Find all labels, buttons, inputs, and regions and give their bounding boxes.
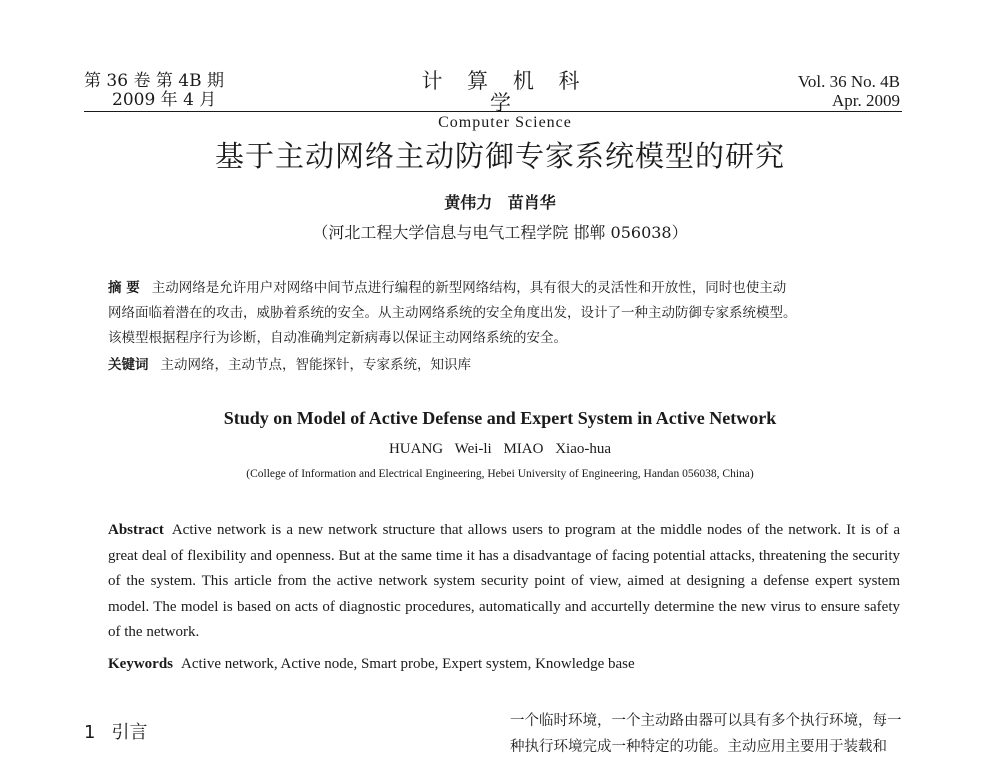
header-date-en: Apr. 2009 — [832, 91, 900, 110]
header-volume-en: Vol. 36 No. 4B — [797, 72, 900, 91]
abstract-cn-line-1: 主动网络是允许用户对网络中间节点进行编程的新型网络结构，具有很大的灵活性和开放性，同时也使主动 — [151, 280, 787, 296]
body-text-right-column — [510, 708, 905, 760]
paper-title-cn: 基于主动网络主动防御专家系统模型的研究 — [214, 139, 785, 173]
header-journal-en: Computer Science — [438, 114, 572, 131]
keywords-en-label: Keywords — [108, 656, 173, 672]
affiliation-cn: （河北工程大学信息与电气工程学院 邯郸 056038） — [312, 223, 688, 242]
keywords-cn — [108, 354, 898, 376]
header-journal-cn: 计 算 机 科 学 — [421, 69, 589, 115]
header-volume-block — [84, 72, 224, 110]
header-rule — [84, 111, 902, 112]
keywords-en-text: Active network, Active node, Smart probe, Expert system, Knowledge base — [181, 656, 635, 672]
keywords-en — [108, 656, 900, 673]
keywords-cn-label: 关键词 — [108, 357, 149, 373]
section-title: 引言 — [111, 722, 148, 743]
keywords-cn-text: 主动网络，主动节点，智能探针，专家系统，知识库 — [160, 357, 471, 373]
section-number: 1 — [84, 722, 96, 743]
authors-en: HUANG Wei-li MIAO Xiao-hua — [388, 441, 612, 457]
authors-cn: 黄伟力 苗肖华 — [444, 193, 556, 212]
abstract-en — [108, 518, 900, 646]
header-volume: 第 36 卷 第 4B 期 — [84, 71, 224, 91]
body-line-1: 一个临时环境，一个主动路由器可以具有多个执行环境，每一 — [510, 713, 902, 729]
abstract-en-label: Abstract — [108, 522, 164, 538]
header-journal-block — [420, 70, 590, 132]
header-volume-en-block — [798, 72, 900, 110]
abstract-cn-line — [108, 276, 898, 301]
abstract-cn-line-3: 该模型根据程序行为诊断，自动准确判定新病毒以保证主动网络系统的安全。 — [108, 330, 567, 346]
paper-title-en: Study on Model of Active Defense and Expert System in Active Network — [223, 408, 777, 428]
affiliation-en: (College of Information and Electrical Engineering, Hebei University of Engineering, Handan 056038, China) — [246, 468, 754, 480]
abstract-cn-label: 摘 要 — [108, 280, 140, 296]
abstract-en-text: Active network is a new network structure that allows users to program at the middle nodes of the network. It is of a great deal of flexibility and openness. But at the same time it has a disadvantage of facing potential attacks, threatening the security of the system. This article from the active network system security point of view, aimed at designing a defense expert system model. The model is based on acts of diagnostic procedures, automatically and accurtelly determine the new virus to ensure safety of the network. — [108, 522, 900, 640]
body-line-2: 种执行环境完成一种特定的功能。主动应用主要用于装载和 — [510, 739, 887, 755]
header-date-cn: 2009 年 4 月 — [112, 90, 217, 110]
abstract-cn — [108, 276, 898, 351]
abstract-cn-line-2: 网络面临着潜在的攻击，威胁着系统的安全。从主动网络系统的安全角度出发，设计了一种主动防御专家系统模型。 — [108, 305, 797, 321]
section-heading-introduction — [84, 718, 147, 744]
